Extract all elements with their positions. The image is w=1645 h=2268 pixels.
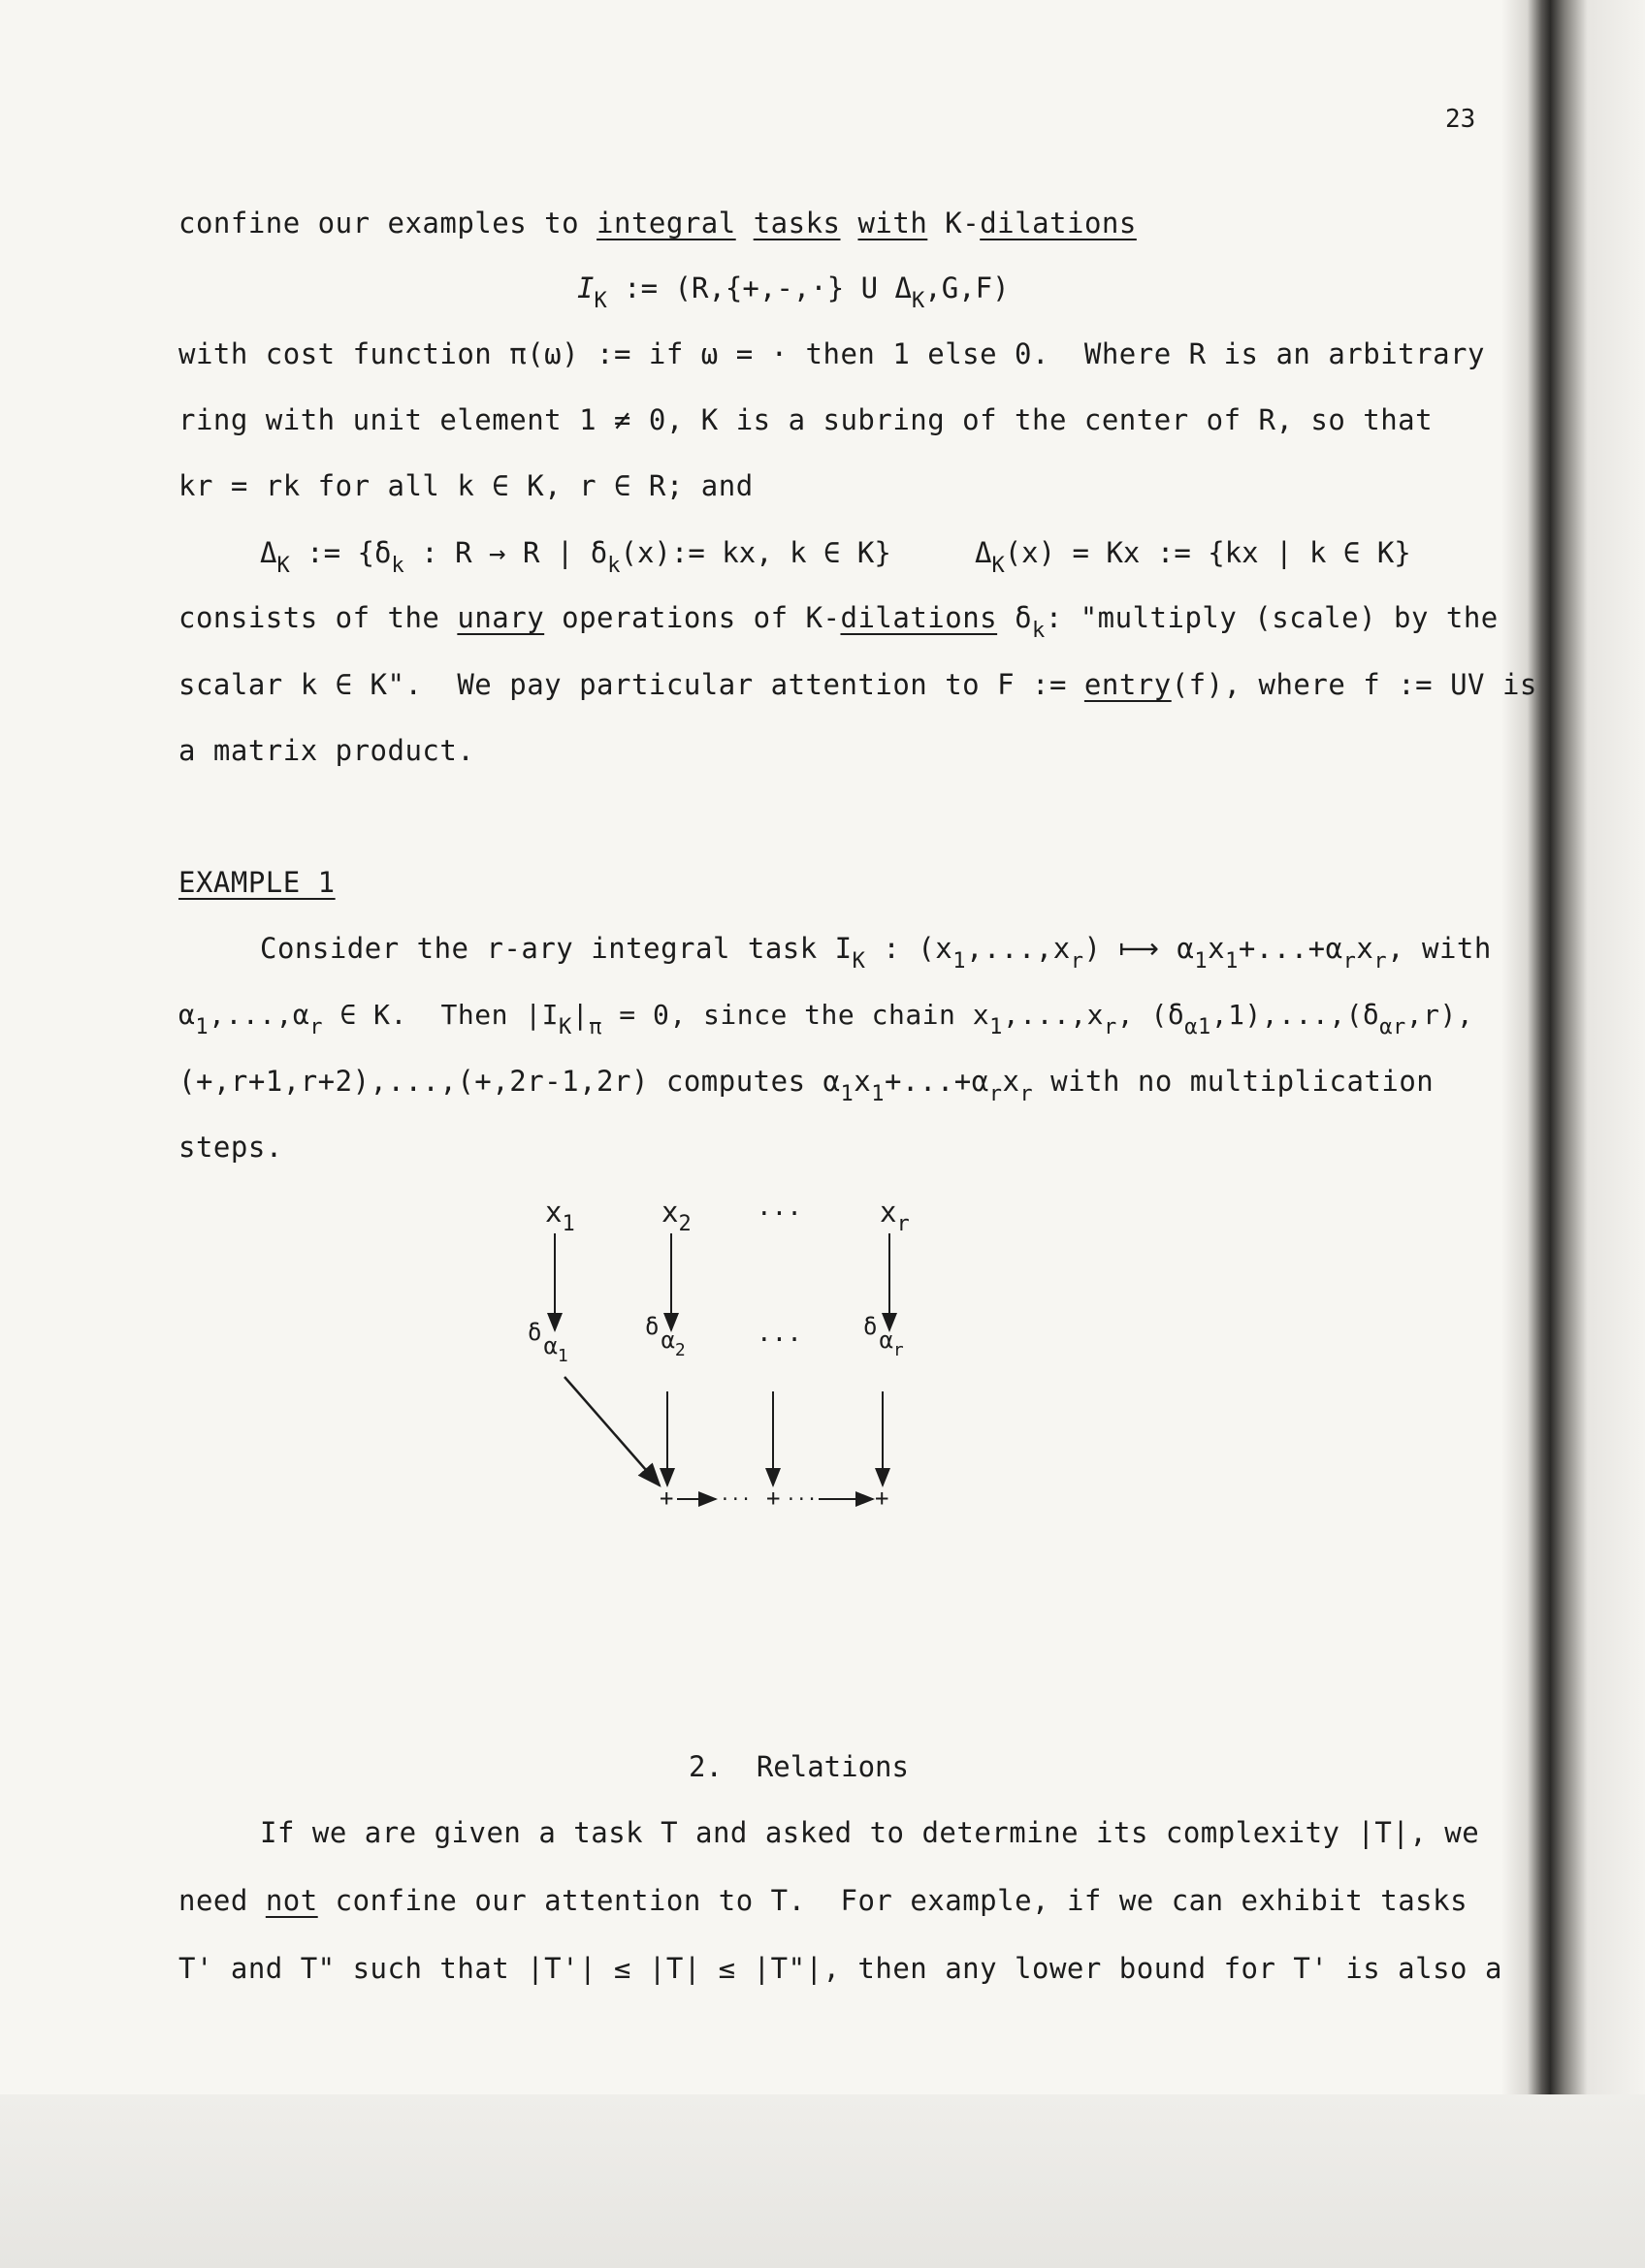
subscript: r (1070, 949, 1084, 974)
node-xr: $x_r$ (880, 1196, 910, 1236)
text-run: ,r), (1405, 999, 1474, 1031)
formula-text: : R → R | δ (403, 536, 608, 569)
subscript: K (559, 1015, 572, 1039)
subscript: k (607, 554, 621, 578)
text-run: +...+α (1238, 932, 1343, 965)
formula-text: Δ (975, 536, 992, 569)
example-line-3 (178, 1062, 1435, 1106)
formula-symbol: I (577, 272, 595, 304)
subscript: K (912, 289, 925, 313)
relations-line-1: If we are given a task T and asked to determine its complexity |T|, we (260, 1816, 1480, 1849)
text-run: confine our examples to (178, 207, 597, 240)
text-run: : (x (865, 932, 953, 965)
subscript: 1 (840, 1082, 855, 1106)
subscript: 1 (1194, 949, 1209, 974)
subscript: 1 (952, 949, 966, 974)
example-line-4: steps. (178, 1131, 283, 1164)
node-plus-2: + (766, 1485, 781, 1512)
subscript: r (1373, 949, 1388, 974)
underlined-dilations: dilations (980, 207, 1137, 240)
subscript: 1 (871, 1082, 885, 1106)
text-run: (f), where f := UV is (1171, 668, 1537, 701)
node-plus-dots-left: ··· (720, 1489, 752, 1510)
text-run: x (1002, 1065, 1020, 1098)
subscript: r (1019, 1082, 1034, 1106)
underlined-with: with (857, 207, 928, 240)
text-run: , (δ (1116, 999, 1185, 1031)
node-plus-1: + (660, 1485, 674, 1512)
node-x2: $x_2$ (661, 1196, 692, 1236)
text-line-6 (178, 665, 1537, 704)
underlined-unary: unary (457, 601, 545, 634)
text-line-3: ring with unit element 1 ≠ 0, K is a subring of the center of R, so that (178, 403, 1434, 436)
node-delta-dots: ··· (757, 1326, 802, 1355)
page-bottom-margin (0, 2094, 1645, 2268)
formula-text: (x):= kx, k ∈ K} (620, 536, 891, 569)
subscript: K (852, 949, 866, 974)
relations-line-2 (178, 1881, 1468, 1920)
node-plus-dots-right: ··· (786, 1489, 818, 1510)
page-shadow-edge (1501, 0, 1645, 2268)
underlined-tasks: tasks (753, 207, 841, 240)
text-run: Consider the r-ary integral task I (260, 932, 853, 965)
subscript: K (991, 554, 1005, 578)
formula-integral-task (577, 269, 1010, 313)
subscript: α1 (1184, 1015, 1211, 1039)
formula-text: := (R,{+,-,·} U Δ (606, 272, 912, 304)
text-run: (+,r+1,r+2),...,(+,2r-1,2r) computes α (178, 1065, 841, 1098)
underlined-not: not (265, 1884, 318, 1917)
text-line-4: kr = rk for all k ∈ K, r ∈ R; and (178, 469, 754, 502)
subscript: k (391, 554, 404, 578)
formula-delta-definition (260, 533, 891, 578)
subscript: π (589, 1015, 602, 1039)
text-run: x (1356, 932, 1374, 965)
subscript: K (594, 289, 607, 313)
text-run: confine our attention to T. For example, if we can exhibit tasks (317, 1884, 1468, 1917)
subscript: 1 (195, 1015, 210, 1039)
relations-line-3: T' and T" such that |T'| ≤ |T| ≤ |T"|, then any lower bound for T' is also a (178, 1952, 1502, 1985)
computation-diagram (504, 1193, 951, 1522)
text-run: = 0, since the chain x (601, 999, 990, 1031)
node-delta-a2: $\delta\alpha_2$ (645, 1313, 686, 1360)
node-x1: $x_1$ (545, 1196, 575, 1236)
text-run: +...+α (884, 1065, 989, 1098)
text-run: δ (997, 601, 1033, 634)
page-number: 23 (1445, 105, 1476, 134)
text-run: ,...,α (209, 999, 310, 1031)
node-delta-ar: $\delta\alpha_r$ (863, 1313, 904, 1360)
formula-delta-image (975, 533, 1411, 578)
text-run: consists of the (178, 601, 458, 634)
text-run: , with (1387, 932, 1492, 965)
subscript: r (1104, 1015, 1117, 1039)
example-heading-text: EXAMPLE 1 (178, 866, 336, 899)
section-heading: 2. Relations (689, 1750, 909, 1783)
node-plus-3: + (875, 1485, 889, 1512)
text-run: ,...,x (965, 932, 1071, 965)
node-x-dots: ··· (757, 1199, 802, 1229)
underlined-entry: entry (1083, 668, 1172, 701)
text-run: need (178, 1884, 266, 1917)
text-run: ∈ K. Then |I (323, 999, 560, 1031)
subscript: K (276, 554, 290, 578)
text-run: ) ⟼ α (1083, 932, 1195, 965)
subscript: k (1032, 619, 1046, 643)
formula-text: Δ (260, 536, 277, 569)
text-run: α (178, 999, 196, 1031)
node-delta-a1: $\delta\alpha_1$ (528, 1319, 568, 1366)
underlined-dilations: dilations (840, 601, 998, 634)
subscript: r (1342, 949, 1357, 974)
text-line-5 (178, 598, 1499, 643)
text-run: x (1208, 932, 1226, 965)
text-run: : "multiply (scale) by the (1045, 601, 1499, 634)
text-run: operations of K- (544, 601, 841, 634)
formula-text: (x) = Kx := {kx | k ∈ K} (1004, 536, 1411, 569)
text-run: ,1),...,(δ (1210, 999, 1380, 1031)
text-run: scalar k ∈ K". We pay particular attention to F := (178, 668, 1084, 701)
underlined-integral: integral (597, 207, 736, 240)
subscript: r (309, 1015, 324, 1039)
text-run: ,...,x (1002, 999, 1105, 1031)
text-run: x (854, 1065, 872, 1098)
example-line-2 (178, 996, 1474, 1039)
text-line-2: with cost function π(ω) := if ω = · then 1 else 0. Where R is an arbitrary (178, 337, 1485, 370)
formula-text: := {δ (289, 536, 392, 569)
formula-text: ,G,F) (924, 272, 1010, 304)
text-line-7: a matrix product. (178, 734, 475, 767)
example-heading (178, 863, 336, 902)
text-run: with no multiplication (1033, 1065, 1435, 1098)
subscript: r (988, 1082, 1003, 1106)
subscript: 1 (1225, 949, 1239, 974)
subscript: 1 (989, 1015, 1003, 1039)
example-line-1 (260, 929, 1492, 974)
text-line-1 (178, 204, 1137, 242)
subscript: αr (1379, 1015, 1406, 1039)
arrow-d1-to-plus1 (564, 1377, 660, 1485)
text-run: K- (945, 207, 981, 240)
text-run: | (571, 999, 590, 1031)
